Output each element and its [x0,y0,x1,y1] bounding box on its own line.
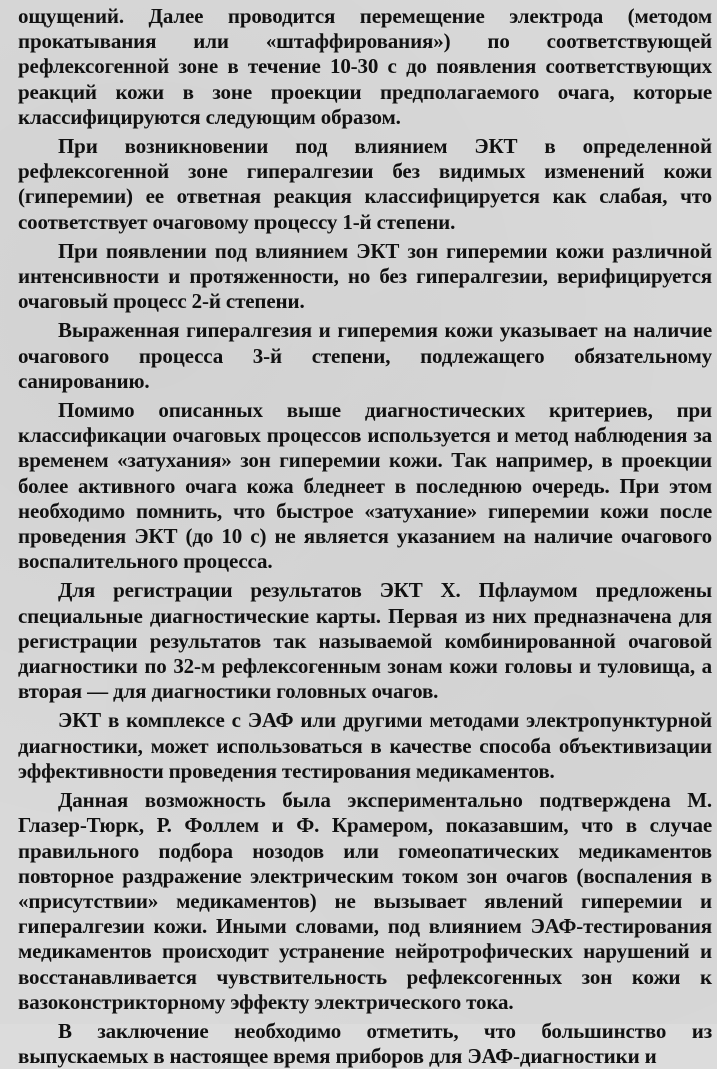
paragraph-continuation: ощущений. Далее проводится перемещение электрода (методом прокатывания или «штаффирования») по соответствующей рефлексогенной зоне в течение 10-30 с до появления соответствующих реакций кожи в зоне проекции предполагаемого очага, которые классифицируются следующим образом. [18,4,712,129]
paragraph-diagnostic-cards: Для регистрации результатов ЭКТ Х. Пфлаумом предложены специальные диагностические карты. Первая из них предназначена для регистрации результатов так называемой комбинированной очаговой диагностики по 32-м рефлексогенным зонам кожи головы и туловища, а вторая — для диагностики головных очагов. [18,578,712,704]
paragraph-conclusion: В заключение необходимо отметить, что большинство из выпускаемых в настоящее время приборов для ЭАФ-диагностики и [18,1018,712,1069]
paragraph-hyperalgesia-grade-1: При возникновении под влиянием ЭКТ в определенной рефлексогенной зоне гипералгезии без видимых изменений кожи (гиперемии) ее ответная реакция классифицируется как слабая, что соответствует очаговому процессу 1-й степени. [18,134,712,234]
paragraph-hyperemia-grade-2: При появлении под влиянием ЭКТ зон гиперемии кожи различной интенсивности и протяженности, но без гипералгезии, верифицируется очаговый процесс 2-й степени. [18,238,712,314]
paragraph-fading-criteria: Помимо описанных выше диагностических критериев, при классификации очаговых процессов используется и метод наблюдения за временем «затухания» зон гиперемии кожи. Так например, в проекции более активного очага кожа бледнеет в последнюю очередь. При этом необходимо помнить, что быстрое «затухание» гиперемии кожи после проведения ЭКТ (до 10 с) не является указанием на наличие очагового воспалительного процесса. [18,398,712,574]
paragraph-grade-3: Выраженная гипералгезия и гиперемия кожи указывает на наличие очагового процесса 3-й степени, подлежащего обязательному санированию. [18,318,712,393]
paragraph-experimental-confirmation: Данная возможность была экспериментально подтверждена М. Глазер-Тюрк, Р. Фоллем и Ф. Крамером, показавшим, что в случае правильного подбора нозодов или гомеопатических медикаментов повторное раздражение электрическим током зон очагов (воспаления в «присутствии» медикаментов) не вызывает явлений гиперемии и гипералгезии кожи. Иными словами, под влиянием ЭАФ-тестирования медикаментов происходит устранение нейротрофических нарушений и восстанавливается чувствительность рефлексогенных зон кожи к вазоконстрикторному эффекту электрического тока. [18,788,712,1014]
paragraph-ekt-eaf-complex: ЭКТ в комплексе с ЭАФ или другими методами электропунктурной диагностики, может использоваться в качестве способа объективизации эффективности проведения тестирования медикаментов. [18,708,712,783]
